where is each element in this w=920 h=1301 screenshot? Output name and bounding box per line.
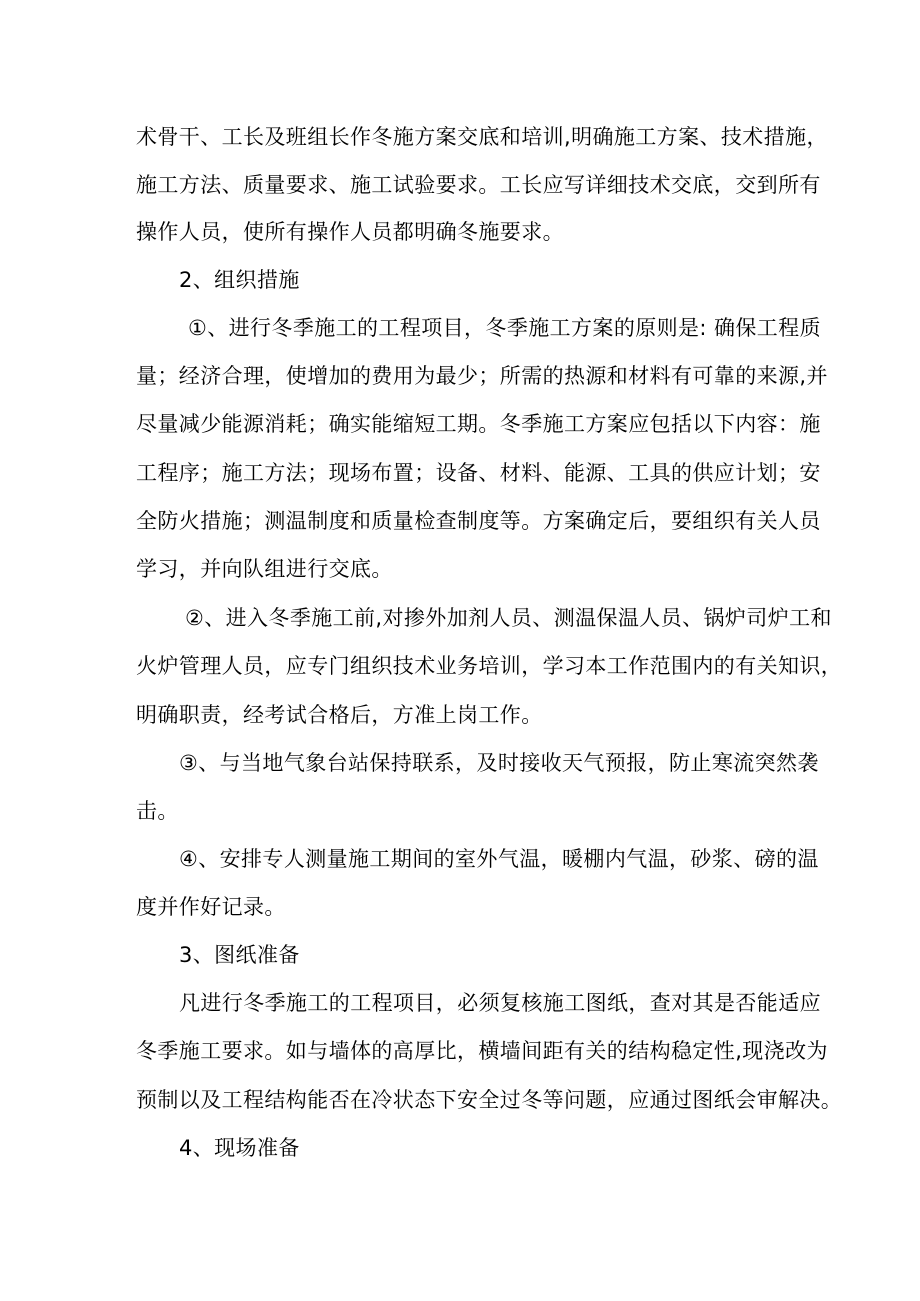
paragraph-line: 预制以及工程结构能否在冷状态下安全过冬等问题，应通过图纸会审解决。 (136, 1088, 843, 1112)
section-heading: 4、现场准备 (179, 1136, 300, 1160)
paragraph-line: 全防火措施；测温制度和质量检查制度等。方案确定后，要组织有关人员 (136, 509, 821, 533)
paragraph-line: 凡进行冬季施工的工程项目，必须复核施工图纸，查对其是否能适应 (179, 991, 821, 1015)
paragraph-line: ④、安排专人测量施工期间的室外气温，暖棚内气温，砂浆、磅的温 (179, 847, 819, 871)
paragraph-line: 火炉管理人员，应专门组织技术业务培训，学习本工作范围内的有关知识， (136, 654, 843, 678)
paragraph-line: 工程序；施工方法；现场布置；设备、材料、能源、工具的供应计划；安 (136, 461, 821, 485)
section-heading: 3、图纸准备 (179, 943, 300, 967)
paragraph-line: ①、进行冬季施工的工程项目，冬季施工方案的原则是: 确保工程质 (188, 316, 821, 340)
paragraph-line: 尽量减少能源消耗；确实能缩短工期。冬季施工方案应包括以下内容：施 (136, 412, 821, 436)
paragraph-line: ③、与当地气象台站保持联系，及时接收天气预报，防止寒流突然袭 (179, 751, 819, 775)
paragraph-line: 量；经济合理，使增加的费用为最少；所需的热源和材料有可靠的来源,并 (136, 364, 828, 388)
paragraph-line: 术骨干、工长及班组长作冬施方案交底和培训,明确施工方案、技术措施， (136, 125, 828, 149)
paragraph-line: 冬季施工要求。如与墙体的高厚比，横墙间距有关的结构稳定性,现浇改为 (136, 1039, 828, 1063)
paragraph-line: 度并作好记录。 (136, 895, 286, 919)
paragraph-line: 击。 (136, 799, 179, 823)
paragraph-line: 操作人员，使所有操作人员都明确冬施要求。 (136, 220, 564, 244)
paragraph-line: ②、进入冬季施工前,对掺外加剂人员、测温保温人员、锅炉司炉工和 (185, 606, 832, 630)
paragraph-line: 明确职责，经考试合格后，方准上岗工作。 (136, 703, 543, 727)
section-heading: 2、组织措施 (179, 268, 300, 292)
paragraph-line: 施工方法、质量要求、施工试验要求。工长应写详细技术交底，交到所有 (136, 173, 821, 197)
paragraph-line: 学习，并向队组进行交底。 (136, 557, 393, 581)
